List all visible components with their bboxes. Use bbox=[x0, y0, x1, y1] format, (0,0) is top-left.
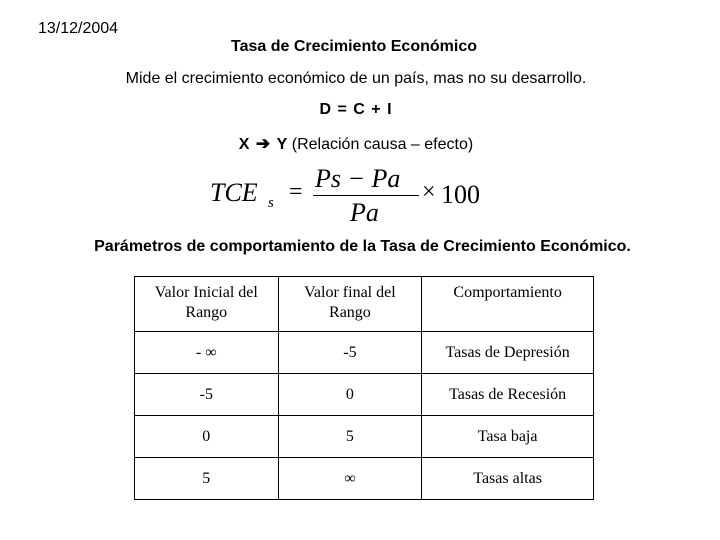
cell-final: 5 bbox=[278, 416, 422, 458]
cell-behavior: Tasas de Depresión bbox=[422, 332, 594, 374]
growth-rate-formula bbox=[205, 160, 505, 235]
formula-factor: 100 bbox=[441, 180, 480, 209]
cell-behavior: Tasas de Recesión bbox=[422, 374, 594, 416]
cell-initial: 0 bbox=[135, 416, 279, 458]
page-title: Tasa de Crecimiento Económico bbox=[231, 38, 477, 55]
cell-behavior: Tasas altas bbox=[422, 458, 594, 500]
cell-final: 0 bbox=[278, 374, 422, 416]
header-final-value: Valor final del Rango bbox=[278, 277, 422, 332]
date-label: 13/12/2004 bbox=[38, 20, 119, 37]
header-behavior: Comportamiento bbox=[422, 277, 594, 332]
params-title: Parámetros de comportamiento de la Tasa de Crecimiento Económico. bbox=[94, 238, 631, 255]
cell-initial: 5 bbox=[135, 458, 279, 500]
formula-subscript: s bbox=[268, 195, 274, 211]
formula-times: × bbox=[422, 179, 436, 205]
cell-final: -5 bbox=[278, 332, 422, 374]
cell-behavior: Tasa baja bbox=[422, 416, 594, 458]
fraction-bar bbox=[313, 195, 419, 196]
relation-y: Y bbox=[276, 136, 288, 153]
cell-initial: - ∞ bbox=[135, 332, 279, 374]
formula-equals: = bbox=[289, 179, 303, 205]
table-row bbox=[135, 332, 594, 374]
page-subtitle: Mide el crecimiento económico de un país, mas no su desarrollo. bbox=[125, 70, 587, 87]
table-row bbox=[135, 374, 594, 416]
formula-lhs: TCE bbox=[210, 178, 258, 207]
parameters-table bbox=[134, 276, 594, 500]
relation-x: X bbox=[238, 136, 250, 153]
cell-final: ∞ bbox=[278, 458, 422, 500]
table-row bbox=[135, 458, 594, 500]
formula-numerator: Ps − Pa bbox=[315, 164, 401, 193]
table-header-row bbox=[135, 277, 594, 332]
formula-denominator: Pa bbox=[350, 198, 379, 227]
causal-relation bbox=[0, 134, 712, 154]
header-initial-value: Valor Inicial del Rango bbox=[135, 277, 279, 332]
relation-note: (Relación causa – efecto) bbox=[291, 136, 474, 153]
identity-equation: D = C + I bbox=[319, 101, 393, 118]
table-row bbox=[135, 416, 594, 458]
cell-initial: -5 bbox=[135, 374, 279, 416]
arrow-right-icon: ➔ bbox=[255, 134, 271, 153]
